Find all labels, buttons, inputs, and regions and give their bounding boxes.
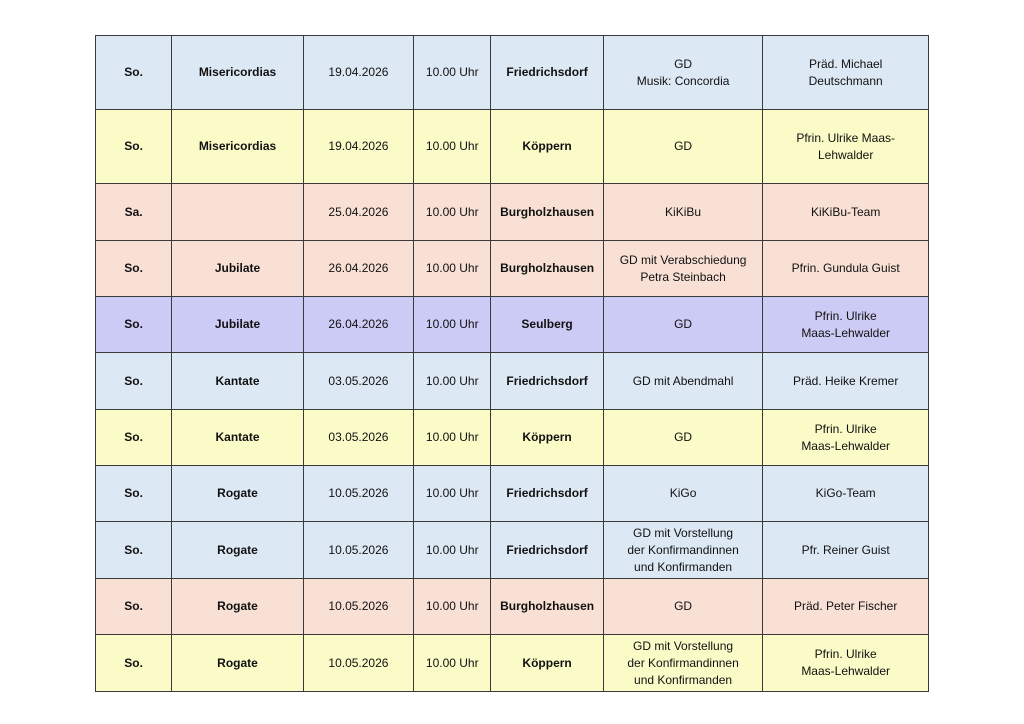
- time-cell: 10.00 Uhr: [414, 110, 491, 184]
- date-cell: 10.05.2026: [303, 522, 413, 579]
- service-cell: GD mit Vorstellung der Konfirmandinnen und Konfirmanden: [603, 522, 763, 579]
- sunday-name-cell: Misericordias: [172, 110, 303, 184]
- sunday-name-cell: Rogate: [172, 579, 303, 635]
- service-schedule-table: [95, 35, 929, 692]
- schedule-row: [96, 297, 929, 353]
- time-cell: 10.00 Uhr: [414, 522, 491, 579]
- time-cell: 10.00 Uhr: [414, 353, 491, 410]
- leader-cell: Pfrin. Ulrike Maas-Lehwalder: [763, 410, 929, 466]
- sunday-name-cell: Rogate: [172, 466, 303, 522]
- service-cell: GD Musik: Concordia: [603, 36, 763, 110]
- day-cell: So.: [96, 522, 172, 579]
- day-cell: So.: [96, 579, 172, 635]
- schedule-row: [96, 241, 929, 297]
- date-cell: 03.05.2026: [303, 410, 413, 466]
- date-cell: 26.04.2026: [303, 297, 413, 353]
- leader-cell: Pfrin. Ulrike Maas-Lehwalder: [763, 635, 929, 692]
- date-cell: 03.05.2026: [303, 353, 413, 410]
- date-cell: 19.04.2026: [303, 110, 413, 184]
- date-cell: 10.05.2026: [303, 466, 413, 522]
- schedule-row: [96, 184, 929, 241]
- schedule-body: [96, 36, 929, 692]
- sunday-name-cell: Rogate: [172, 635, 303, 692]
- time-cell: 10.00 Uhr: [414, 466, 491, 522]
- sunday-name-cell: Jubilate: [172, 241, 303, 297]
- leader-cell: Präd. Peter Fischer: [763, 579, 929, 635]
- day-cell: So.: [96, 466, 172, 522]
- sunday-name-cell: [172, 184, 303, 241]
- time-cell: 10.00 Uhr: [414, 579, 491, 635]
- service-cell: GD mit Vorstellung der Konfirmandinnen und Konfirmanden: [603, 635, 763, 692]
- place-cell: Friedrichsdorf: [491, 353, 603, 410]
- leader-cell: KiKiBu-Team: [763, 184, 929, 241]
- schedule-row: [96, 36, 929, 110]
- service-cell: GD mit Abendmahl: [603, 353, 763, 410]
- place-cell: Seulberg: [491, 297, 603, 353]
- schedule-row: [96, 579, 929, 635]
- time-cell: 10.00 Uhr: [414, 410, 491, 466]
- time-cell: 10.00 Uhr: [414, 297, 491, 353]
- date-cell: 10.05.2026: [303, 635, 413, 692]
- place-cell: Burgholzhausen: [491, 579, 603, 635]
- leader-cell: Pfrin. Ulrike Maas-Lehwalder: [763, 297, 929, 353]
- place-cell: Friedrichsdorf: [491, 522, 603, 579]
- service-cell: GD mit Verabschiedung Petra Steinbach: [603, 241, 763, 297]
- day-cell: So.: [96, 36, 172, 110]
- day-cell: So.: [96, 410, 172, 466]
- service-cell: KiGo: [603, 466, 763, 522]
- leader-cell: Präd. Michael Deutschmann: [763, 36, 929, 110]
- day-cell: So.: [96, 635, 172, 692]
- leader-cell: Pfrin. Ulrike Maas- Lehwalder: [763, 110, 929, 184]
- place-cell: Friedrichsdorf: [491, 36, 603, 110]
- day-cell: So.: [96, 297, 172, 353]
- sunday-name-cell: Kantate: [172, 410, 303, 466]
- schedule-row: [96, 410, 929, 466]
- sunday-name-cell: Misericordias: [172, 36, 303, 110]
- leader-cell: KiGo-Team: [763, 466, 929, 522]
- schedule-row: [96, 353, 929, 410]
- leader-cell: Pfrin. Gundula Guist: [763, 241, 929, 297]
- date-cell: 26.04.2026: [303, 241, 413, 297]
- date-cell: 19.04.2026: [303, 36, 413, 110]
- day-cell: So.: [96, 353, 172, 410]
- sunday-name-cell: Kantate: [172, 353, 303, 410]
- day-cell: So.: [96, 110, 172, 184]
- service-cell: GD: [603, 410, 763, 466]
- leader-cell: Pfr. Reiner Guist: [763, 522, 929, 579]
- date-cell: 25.04.2026: [303, 184, 413, 241]
- date-cell: 10.05.2026: [303, 579, 413, 635]
- sunday-name-cell: Jubilate: [172, 297, 303, 353]
- time-cell: 10.00 Uhr: [414, 36, 491, 110]
- service-cell: GD: [603, 297, 763, 353]
- schedule-row: [96, 110, 929, 184]
- place-cell: Burgholzhausen: [491, 241, 603, 297]
- day-cell: So.: [96, 241, 172, 297]
- time-cell: 10.00 Uhr: [414, 241, 491, 297]
- place-cell: Köppern: [491, 410, 603, 466]
- time-cell: 10.00 Uhr: [414, 635, 491, 692]
- schedule-row: [96, 635, 929, 692]
- place-cell: Burgholzhausen: [491, 184, 603, 241]
- leader-cell: Präd. Heike Kremer: [763, 353, 929, 410]
- sunday-name-cell: Rogate: [172, 522, 303, 579]
- place-cell: Köppern: [491, 635, 603, 692]
- service-cell: GD: [603, 110, 763, 184]
- time-cell: 10.00 Uhr: [414, 184, 491, 241]
- schedule-row: [96, 466, 929, 522]
- day-cell: Sa.: [96, 184, 172, 241]
- service-cell: GD: [603, 579, 763, 635]
- place-cell: Friedrichsdorf: [491, 466, 603, 522]
- place-cell: Köppern: [491, 110, 603, 184]
- service-cell: KiKiBu: [603, 184, 763, 241]
- schedule-row: [96, 522, 929, 579]
